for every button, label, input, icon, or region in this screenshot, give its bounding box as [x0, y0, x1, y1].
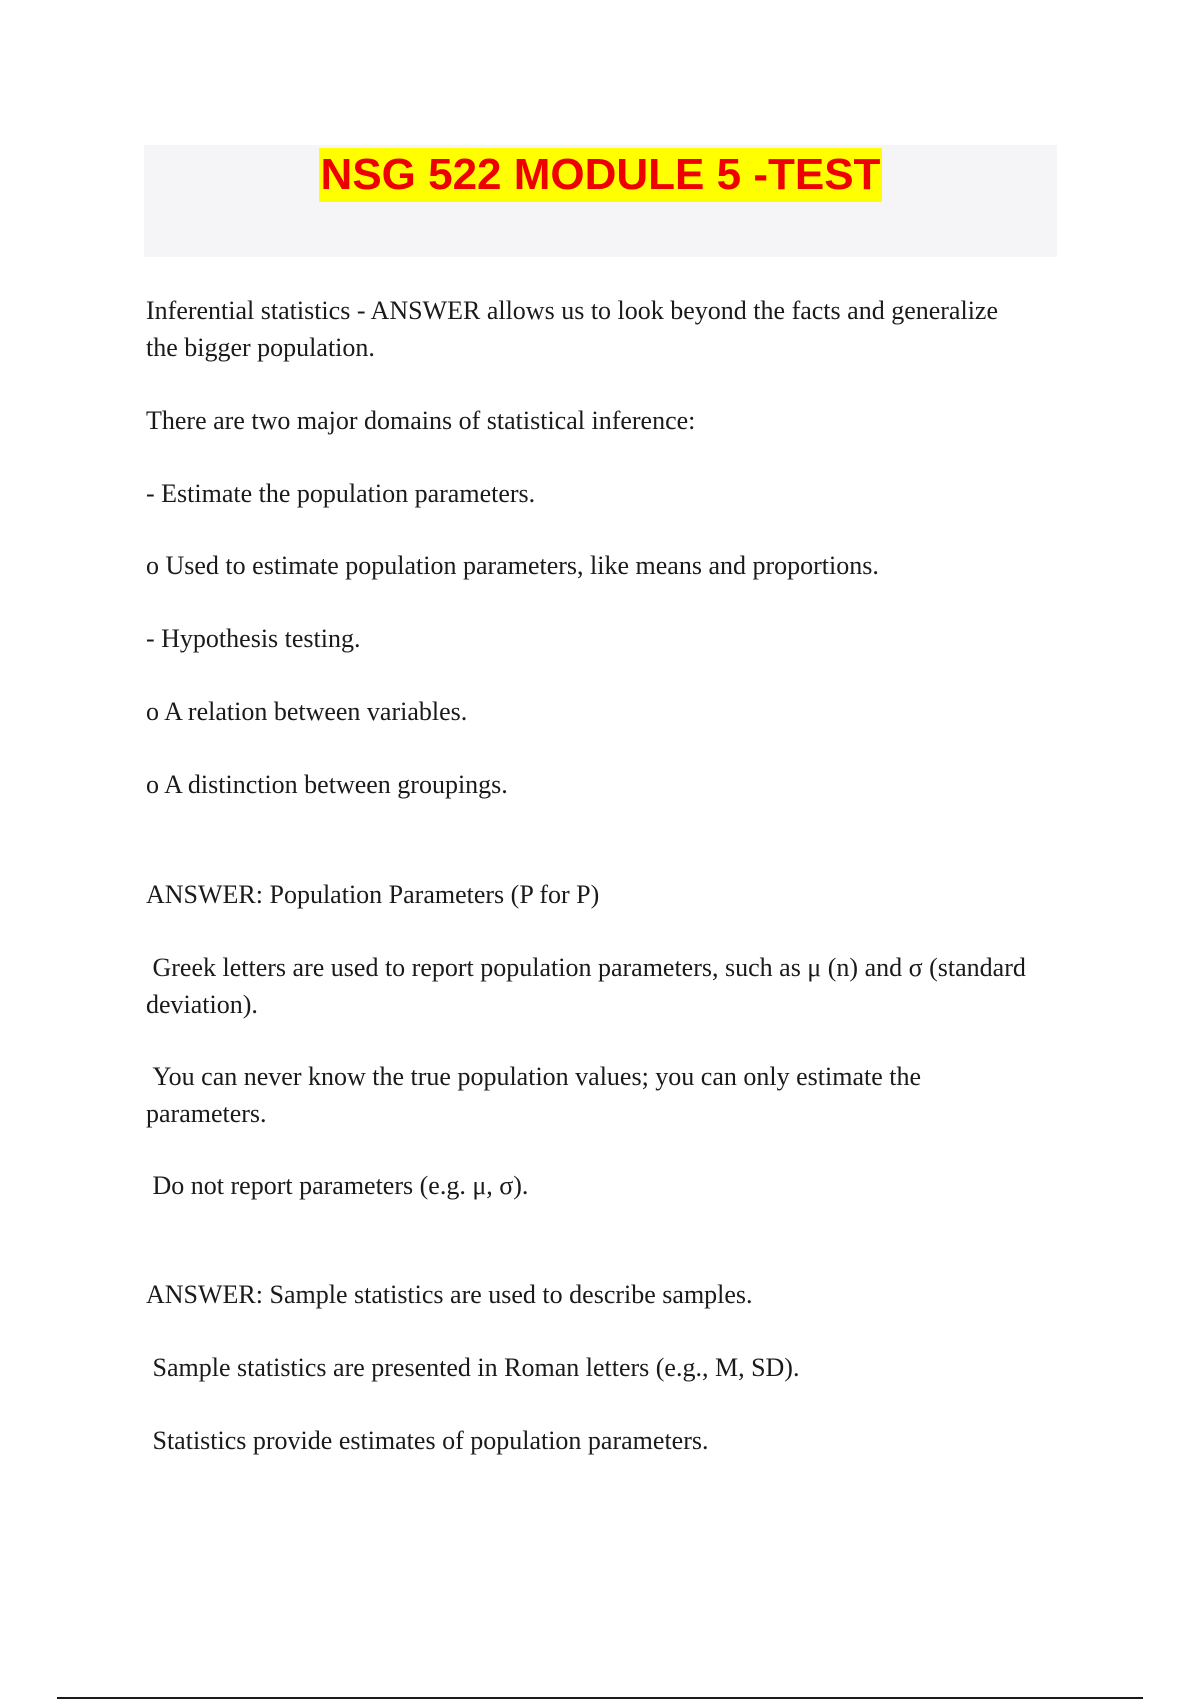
sub-item-distinction-groupings: o A distinction between groupings.: [146, 770, 508, 799]
paragraph-do-not-report: Do not report parameters (e.g. μ, σ).: [146, 1171, 529, 1200]
answer-population-parameters: ANSWER: Population Parameters (P for P): [146, 880, 600, 909]
paragraph-statistics-estimates: Statistics provide estimates of population parameters.: [146, 1426, 709, 1455]
sub-item-relation-variables: o A relation between variables.: [146, 697, 468, 726]
title-wrapper: [144, 148, 1057, 202]
list-item-hypothesis-testing: - Hypothesis testing.: [146, 624, 361, 653]
paragraph-true-population-values: You can never know the true population values; you can only estimate the parameters.: [146, 1062, 928, 1128]
sub-item-estimate-means: o Used to estimate population parameters, like means and proportions.: [146, 551, 879, 580]
paragraph-inferential-statistics: Inferential statistics - ANSWER allows us to look beyond the facts and generalize the bigger population.: [146, 296, 998, 362]
paragraph-greek-letters: Greek letters are used to report population parameters, such as μ (n) and σ (standard deviation).: [146, 953, 1033, 1019]
list-item-estimate-parameters: - Estimate the population parameters.: [146, 479, 536, 508]
bottom-divider: [57, 1697, 1143, 1699]
answer-sample-statistics: ANSWER: Sample statistics are used to describe samples.: [146, 1280, 753, 1309]
paragraph-domains-intro: There are two major domains of statistical inference:: [146, 406, 696, 435]
page-title: NSG 522 MODULE 5 -TEST: [319, 148, 883, 202]
paragraph-roman-letters: Sample statistics are presented in Roman letters (e.g., M, SD).: [146, 1353, 800, 1382]
title-band: [144, 145, 1057, 257]
